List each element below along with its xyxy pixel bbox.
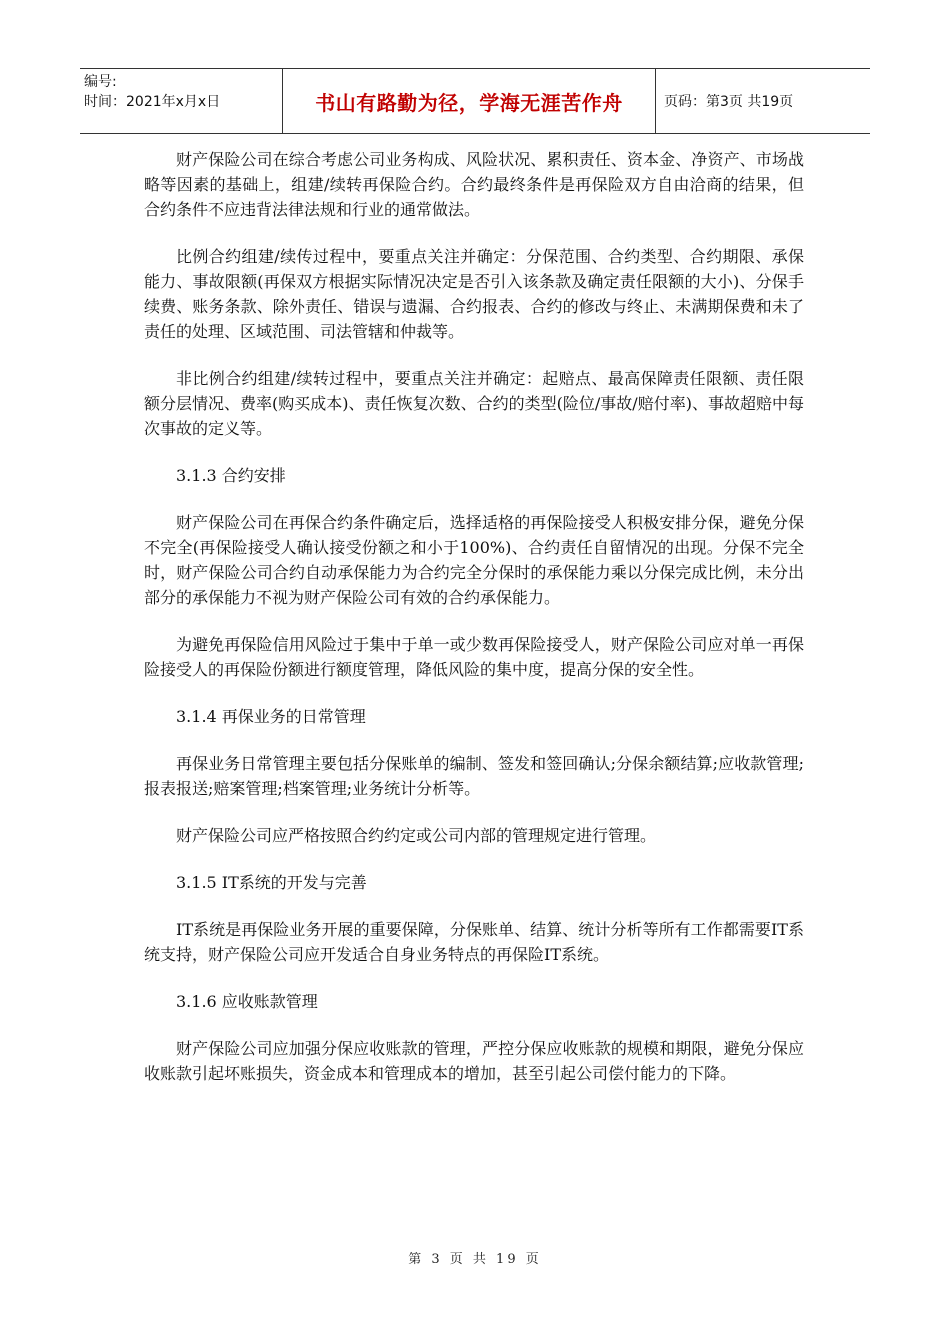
paragraph: 财产保险公司在再保合约条件确定后，选择适格的再保险接受人积极安排分保，避免分保不完全(再保险接受人确认接受份额之和小于100%)、合约责任自留情况的出现。分保不完全时，财产保险公司合约自动承保能力为合约完全分保时的承保能力乘以分保完成比例，未分出部分的承保能力不视为财产保险公司有效的合约承保能力。: [144, 513, 804, 607]
document-number-label: 编号:: [84, 74, 117, 90]
paragraph: 财产保险公司在综合考虑公司业务构成、风险状况、累积责任、资本金、净资产、市场战略等因素的基础上，组建/续转再保险合约。合约最终条件是再保险双方自由洽商的结果，但合约条件不应违背法律法规和行业的通常做法。: [144, 150, 804, 219]
paragraph: 再保业务日常管理主要包括分保账单的编制、签发和签回确认;分保余额结算;应收款管理;报表报送;赔案管理;档案管理;业务统计分析等。: [144, 754, 804, 798]
page-header: [80, 68, 870, 134]
document-body: [144, 147, 804, 1108]
paragraph: 财产保险公司应严格按照合约约定或公司内部的管理规定进行管理。: [176, 826, 657, 845]
paragraph: 非比例合约组建/续转过程中，要重点关注并确定：起赔点、最高保障责任限额、责任限额分层情况、费率(购买成本)、责任恢复次数、合约的类型(险位/事故/赔付率)、事故超赔中每次事故的定义等。: [144, 369, 804, 438]
page-footer: 第 3 页 共 19 页: [408, 1252, 542, 1267]
paragraph: 比例合约组建/续传过程中，要重点关注并确定：分保范围、合约类型、合约期限、承保能力、事故限额(再保双方根据实际情况决定是否引入该条款及确定责任限额的大小)、分保手续费、账务条款、除外责任、错误与遗漏、合约报表、合约的修改与终止、未满期保费和未了责任的处理、区域范围、司法管辖和仲裁等。: [144, 247, 804, 341]
header-motto: 书山有路勤为径，学海无涯苦作舟: [283, 69, 656, 133]
paragraph: 为避免再保险信用风险过于集中于单一或少数再保险接受人，财产保险公司应对单一再保险接受人的再保险份额进行额度管理，降低风险的集中度，提高分保的安全性。: [144, 635, 804, 679]
paragraph: 财产保险公司应加强分保应收账款的管理，严控分保应收账款的规模和期限，避免分保应收账款引起坏账损失，资金成本和管理成本的增加，甚至引起公司偿付能力的下降。: [144, 1039, 804, 1083]
section-heading: 3.1.4 再保业务的日常管理: [176, 707, 366, 726]
header-meta-cell: [80, 69, 283, 133]
document-date-label: 时间：2021年x月x日: [84, 94, 221, 110]
section-heading: 3.1.5 IT系统的开发与完善: [176, 873, 367, 892]
paragraph: IT系统是再保险业务开展的重要保障，分保账单、结算、统计分析等所有工作都需要IT系统支持，财产保险公司应开发适合自身业务特点的再保险IT系统。: [144, 920, 804, 964]
section-heading: 3.1.3 合约安排: [176, 466, 286, 485]
section-heading: 3.1.6 应收账款管理: [176, 992, 318, 1011]
header-page-info: 页码：第3页 共19页: [664, 94, 794, 110]
